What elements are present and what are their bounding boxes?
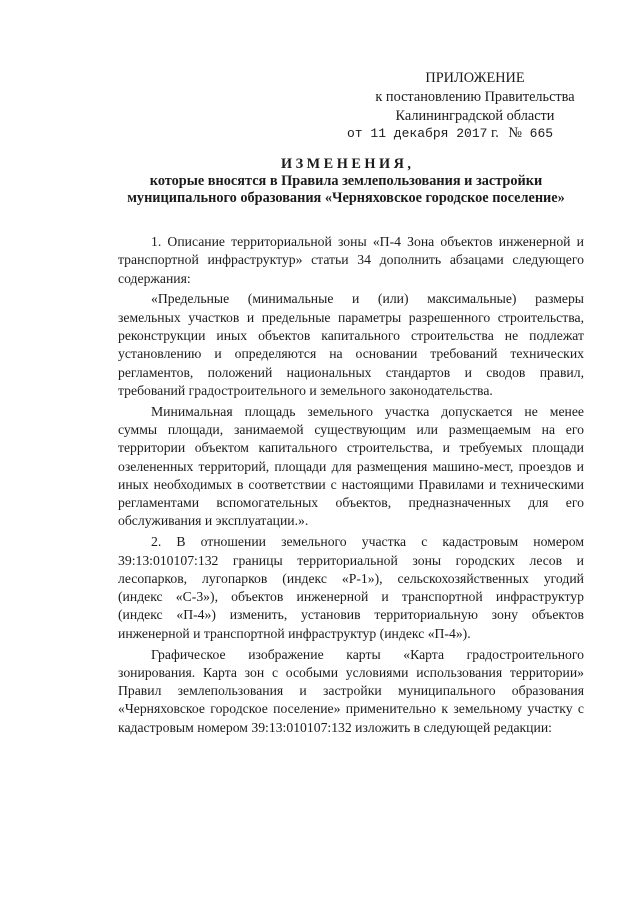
changes-title bbox=[100, 156, 592, 207]
body-line: кадастровым номером 39:13:010107:132 изложить в следующей редакции: bbox=[118, 719, 552, 735]
body-line: установлению и определяются на основании требований технических bbox=[118, 346, 584, 362]
document-number: 665 bbox=[529, 126, 554, 141]
body-line: иных необходимых в соответствии с настоящими Правилами и техническими bbox=[118, 476, 584, 492]
body-line: инженерной и транспортной инфраструктур (индекс «П-4»). bbox=[118, 625, 471, 641]
body-line: 39:13:010107:132 границы территориальной зоны городских лесов и bbox=[118, 552, 584, 568]
body-line: (индекс «С-3»), объектов инженерной и транспортной инфраструктур bbox=[118, 589, 584, 605]
body-line: реконструкции иных объектов капитального строительства не подлежат bbox=[118, 327, 584, 343]
body-paragraph bbox=[118, 290, 584, 400]
appendix-label: ПРИЛОЖЕНИЕ bbox=[425, 70, 525, 86]
body-paragraph bbox=[118, 533, 584, 643]
body-line: регламентами вспомогательных объектов, предназначенных для его bbox=[118, 495, 584, 511]
document-body bbox=[118, 233, 584, 737]
date-suffix: г. bbox=[491, 125, 499, 141]
body-line: зонирования. Карта зон с особыми условиями использования территории» bbox=[118, 664, 584, 680]
body-line: 1. Описание территориальной зоны «П-4 Зона объектов инженерной и bbox=[151, 234, 584, 249]
body-line: обслуживания и эксплуатации.». bbox=[118, 513, 309, 529]
body-paragraph bbox=[118, 233, 584, 288]
body-line: регламентов, положений национальных стандартов и сводов правил, bbox=[118, 364, 584, 380]
title-heading: ИЗМЕНЕНИЯ, bbox=[281, 156, 415, 172]
body-line: Графическое изображение карты «Карта градостроительного bbox=[151, 646, 584, 662]
body-line: лесопарков, лугопарков (индекс «Р-1»), сельскохозяйственных угодий bbox=[118, 570, 584, 586]
title-subtitle-line: муниципального образования «Черняховское городское поселение» bbox=[127, 190, 565, 206]
title-subtitle-line: которые вносятся в Правила землепользования и застройки bbox=[149, 173, 543, 189]
body-line: территории объектом капитального строительства, и требуемых площади bbox=[118, 440, 584, 456]
resolution-reference: к постановлению Правительства bbox=[375, 89, 575, 105]
document-date: от 11 декабря 2017 bbox=[347, 126, 488, 141]
body-line: озелененных территорий, площади для размещения машино-мест, проездов и bbox=[118, 458, 584, 474]
body-line: требований градостроительного и земельного законодательства. bbox=[118, 382, 493, 398]
body-line: «Черняховское городское поселение» применительно к земельному участку с bbox=[118, 701, 584, 717]
body-line: транспортной инфраструктур» статьи 34 дополнить абзацами следующего bbox=[118, 252, 584, 268]
body-paragraph bbox=[118, 403, 584, 531]
appendix-header bbox=[350, 69, 600, 126]
body-line: содержания: bbox=[118, 270, 191, 286]
region-name: Калининградской области bbox=[395, 108, 555, 124]
document-date-line bbox=[347, 124, 553, 144]
body-line: земельных участков и предельные параметры разрешенного строительства, bbox=[118, 309, 584, 325]
body-paragraph bbox=[118, 646, 584, 737]
body-line: Минимальная площадь земельного участка допускается не менее bbox=[151, 403, 584, 419]
body-line: Правил землепользования и застройки муниципального образования bbox=[118, 683, 584, 699]
number-sign: № bbox=[508, 125, 523, 141]
body-line: (индекс «П-4») изменить, установив территориальную зону объектов bbox=[118, 607, 584, 623]
body-line: суммы площади, занимаемой существующим или размещаемым на его bbox=[118, 421, 584, 437]
body-line: 2. В отношении земельного участка с кадастровым номером bbox=[151, 534, 584, 550]
body-line: «Предельные (минимальные и (или) максимальные) размеры bbox=[151, 291, 584, 307]
